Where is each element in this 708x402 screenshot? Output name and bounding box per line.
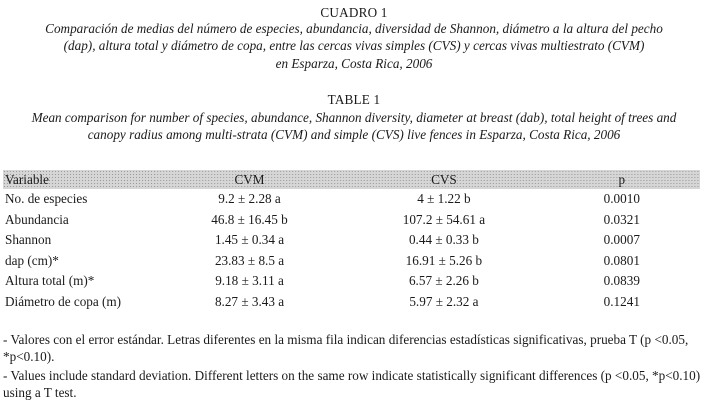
table-row [3, 210, 700, 231]
english-caption-line-1: Mean comparison for number of species, abundance, Shannon diversity, diameter at breast (dab), total height of trees and [31, 110, 677, 125]
cell-variable: Altura total (m)* [5, 273, 95, 289]
cell-cvm: 46.8 ± 16.45 b [211, 211, 288, 227]
english-caption-line-2: canopy radius among multi-strata (CVM) and simple (CVS) live fences in Esparza, Costa Rica, 2006 [87, 127, 621, 142]
table-row [3, 292, 700, 313]
cell-cvm: 1.45 ± 0.34 a [214, 232, 285, 248]
header-p: p [618, 171, 626, 187]
cell-cvm: 9.18 ± 3.11 a [215, 273, 284, 289]
cell-variable: Abundancia [5, 211, 69, 227]
cell-cvs: 6.57 ± 2.26 b [408, 273, 479, 289]
cell-p: 0.1241 [603, 293, 640, 309]
cell-p: 0.0321 [603, 211, 640, 227]
cell-cvm: 23.83 ± 8.5 a [214, 252, 285, 268]
table-header-row [3, 170, 700, 189]
table-row [3, 230, 700, 251]
cell-variable: Shannon [5, 232, 52, 248]
spanish-caption-line-3: en Esparza, Costa Rica, 2006 [275, 56, 433, 71]
cell-cvs: 0.44 ± 0.33 b [408, 232, 479, 248]
cell-cvm: 9.2 ± 2.28 a [218, 191, 281, 207]
cell-cvs: 16.91 ± 5.26 b [405, 252, 483, 268]
cell-variable: dap (cm)* [5, 252, 59, 268]
table-row [3, 189, 700, 210]
header-cvs: CVS [431, 171, 457, 187]
spanish-footnote: - Valores con el error estándar. Letras diferentes en la misma fila indican diferencias estadísticas significativas, prueba T (p <0.05, *p<0.10). [3, 332, 689, 364]
comparison-table [3, 170, 700, 312]
cell-variable: No. de especies [5, 191, 88, 207]
spanish-caption-line-1: Comparación de medias del número de especies, abundancia, diversidad de Shannon, diámetro a la altura del pecho [45, 21, 663, 36]
header-variable: Variable [5, 171, 49, 187]
english-table-title: TABLE 1 [327, 92, 381, 107]
spanish-table-title: CUADRO 1 [320, 5, 388, 20]
cell-cvm: 8.27 ± 3.43 a [214, 293, 285, 309]
spanish-caption-line-2: (dap), altura total y diámetro de copa, entre las cercas vivas simples (CVS) y cercas vivas multiestrato (CVM) [63, 38, 645, 53]
cell-p: 0.0007 [603, 232, 640, 248]
cell-p: 0.0801 [603, 252, 640, 268]
cell-variable: Diámetro de copa (m) [5, 293, 122, 309]
cell-cvs: 107.2 ± 54.61 a [402, 211, 486, 227]
table-row [3, 251, 700, 272]
cell-cvs: 5.97 ± 2.32 a [409, 293, 479, 309]
cell-p: 0.0839 [603, 273, 640, 289]
english-footnote: - Values include standard deviation. Different letters on the same row indicate statistically significant differences (p <0.05, *p<0.10) using a T test. [3, 368, 701, 400]
header-cvm: CVM [234, 171, 265, 187]
table-row [3, 271, 700, 292]
cell-p: 0.0010 [603, 191, 640, 207]
cell-cvs: 4 ± 1.22 b [417, 191, 471, 207]
